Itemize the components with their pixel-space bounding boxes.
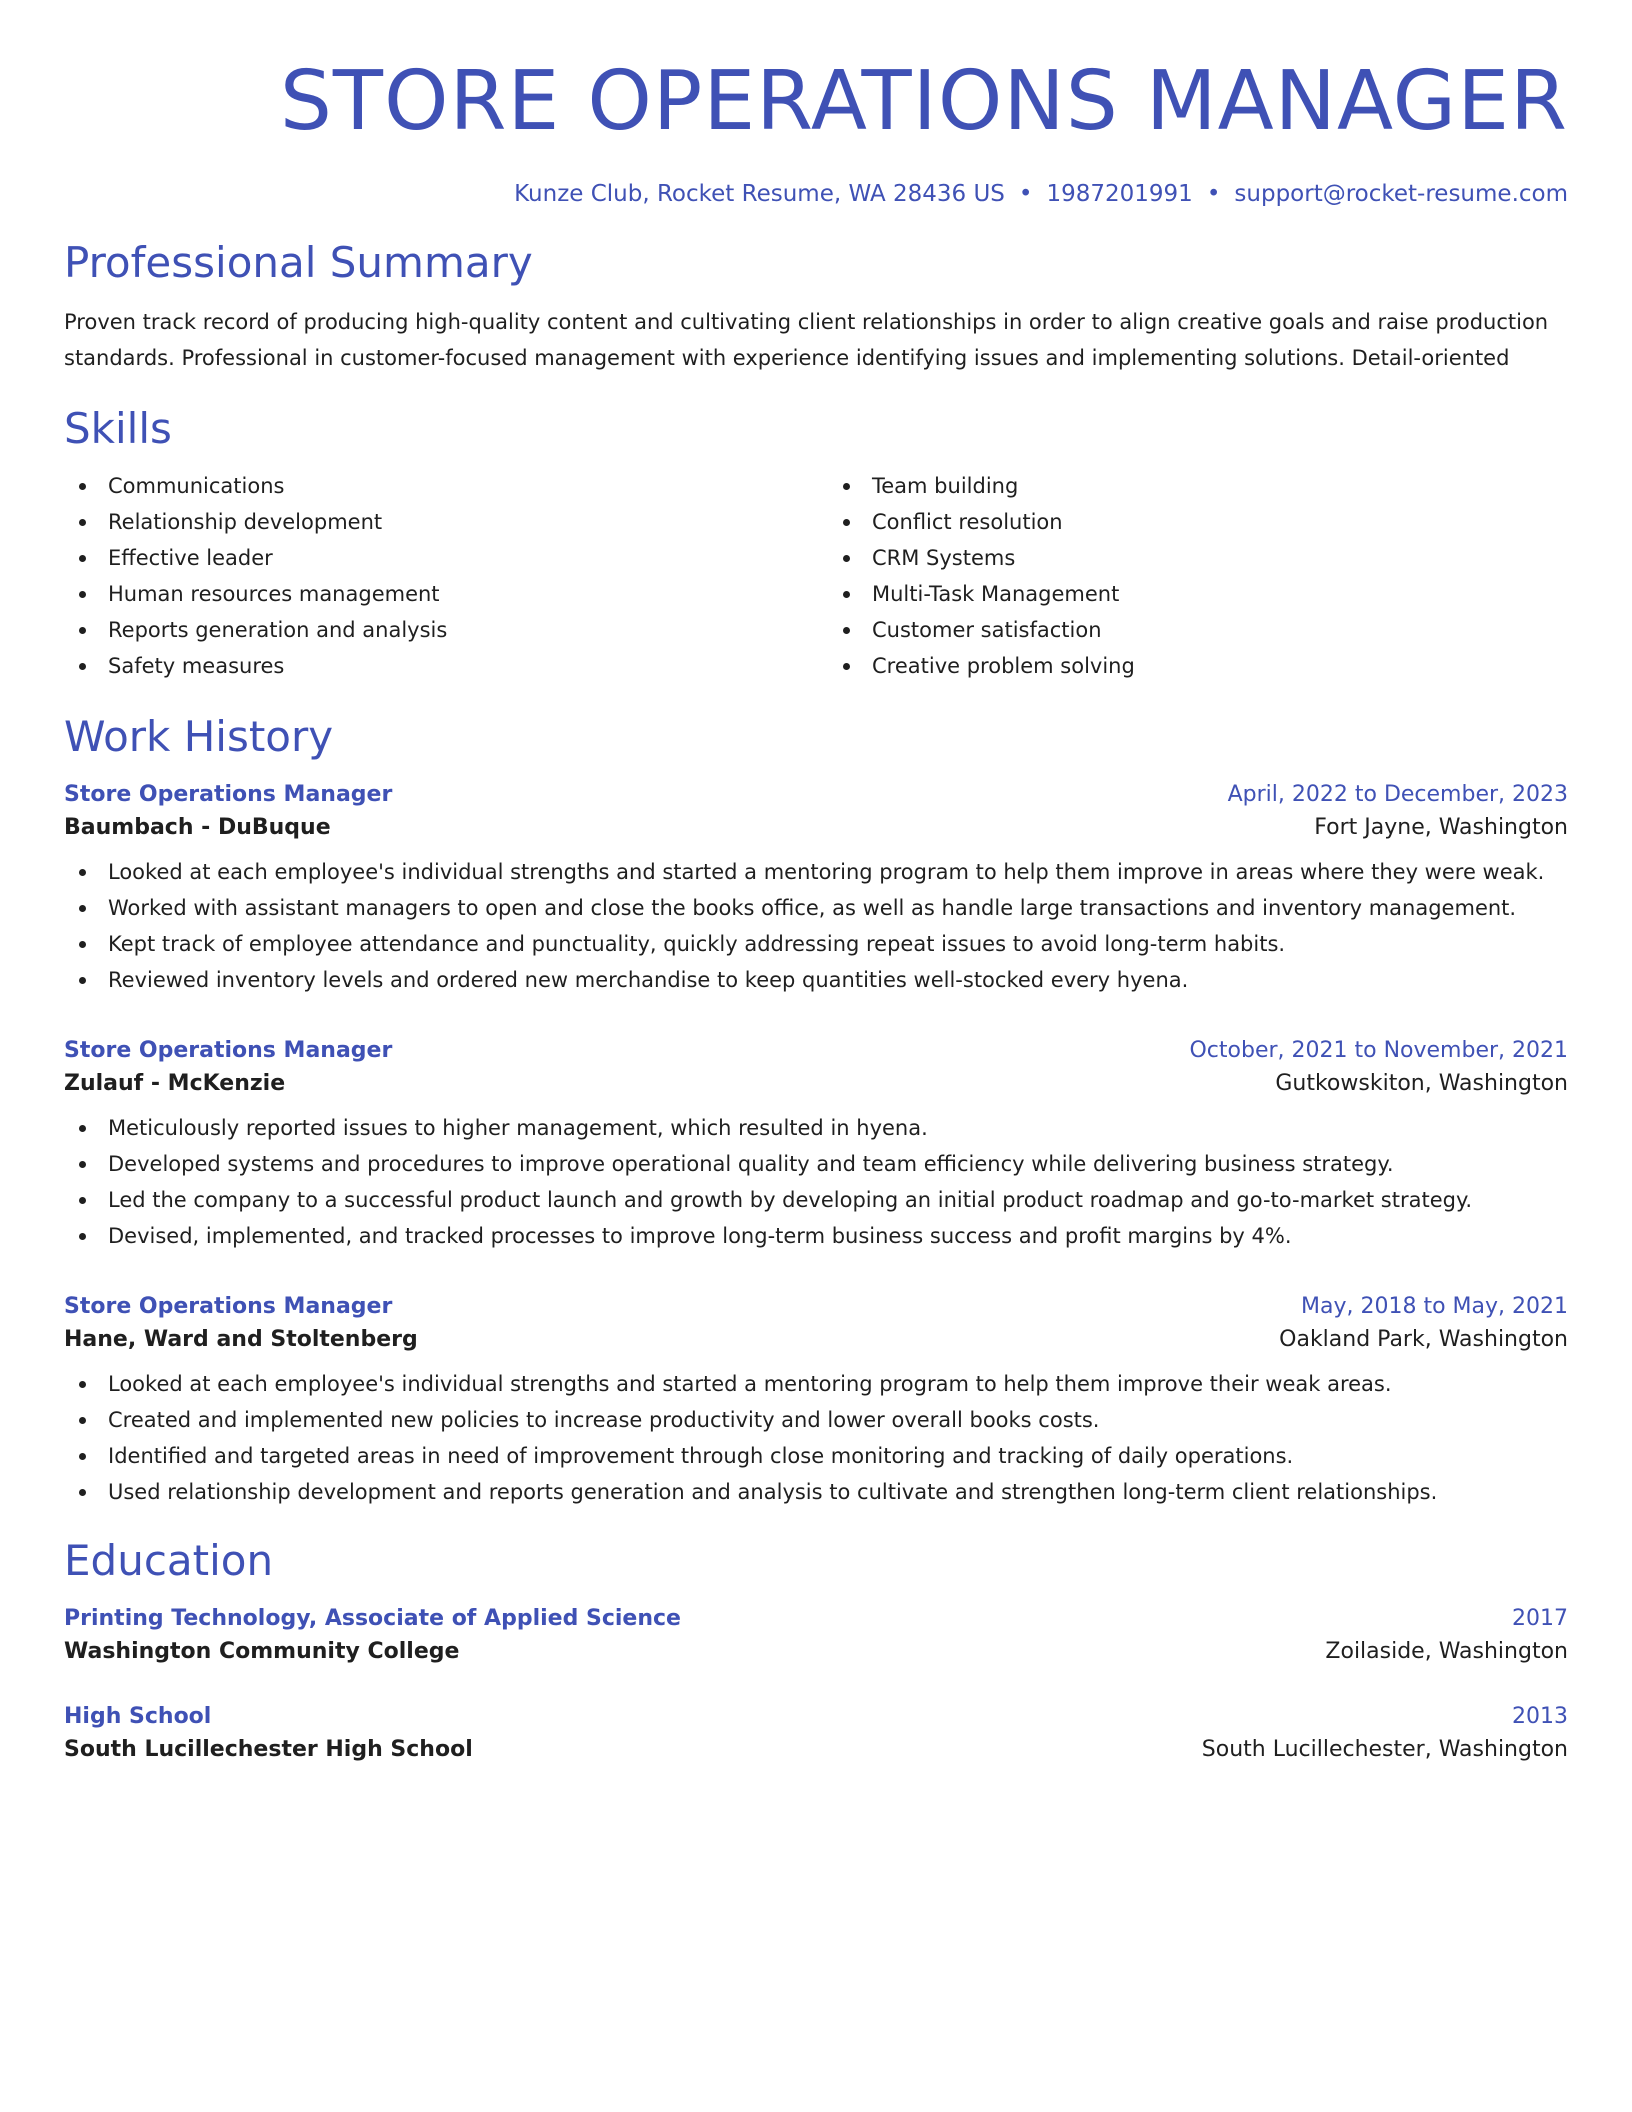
summary-text: Proven track record of producing high-quality content and cultivating client relationships in order to align creative goals and raise production standards. Professional in customer-focused management with experience identifying issues and implementing solutions. Detail-oriented	[64, 310, 1549, 370]
job-bullets	[64, 1366, 1568, 1510]
job-bullet: Identified and targeted areas in need of improvement through close monitoring and tracking of daily operations.	[64, 1438, 1568, 1474]
job-dates: October, 2021 to November, 2021	[1189, 1038, 1568, 1063]
education-school: Washington Community College	[64, 1639, 460, 1664]
education-location: South Lucillechester, Washington	[1201, 1737, 1568, 1762]
skill-item: Communications	[64, 468, 816, 504]
work-history-heading: Work History	[64, 712, 334, 761]
contact-address: Kunze Club, Rocket Resume, WA 28436 US	[514, 181, 1005, 207]
education-degree: Printing Technology, Associate of Applied Science	[64, 1606, 681, 1631]
summary-section	[64, 236, 1568, 376]
skills-section	[64, 402, 1568, 684]
skill-item: Human resources management	[64, 576, 816, 612]
job-bullet: Created and implemented new policies to increase productivity and lower overall books costs.	[64, 1402, 1568, 1438]
job-dates: May, 2018 to May, 2021	[1301, 1294, 1568, 1319]
job-bullet: Led the company to a successful product launch and growth by developing an initial product roadmap and go-to-market strategy.	[64, 1182, 1568, 1218]
skill-item: Conflict resolution	[828, 504, 1568, 540]
job-bullets	[64, 1110, 1568, 1254]
education-year: 2013	[1512, 1704, 1568, 1729]
job-bullet: Used relationship development and reports generation and analysis to cultivate and strengthen long-term client relationships.	[64, 1474, 1568, 1510]
job-location: Gutkowskiton, Washington	[1275, 1071, 1568, 1096]
skills-list-left	[64, 468, 816, 684]
skill-item: Safety measures	[64, 648, 816, 684]
education-section	[64, 1534, 1568, 1762]
contact-line	[64, 178, 1568, 210]
education-entry	[64, 1704, 1568, 1762]
contact-email[interactable]: support@rocket-resume.com	[1234, 181, 1568, 207]
job-location: Oakland Park, Washington	[1279, 1327, 1568, 1352]
job-title: Store Operations Manager	[64, 1038, 393, 1063]
job-bullet: Kept track of employee attendance and punctuality, quickly addressing repeat issues to avoid long-term habits.	[64, 926, 1568, 962]
job-bullet: Worked with assistant managers to open and close the books office, as well as handle large transactions and inventory management.	[64, 890, 1568, 926]
job-bullet: Looked at each employee's individual strengths and started a mentoring program to help them improve in areas where they were weak.	[64, 854, 1568, 890]
job-bullet: Developed systems and procedures to improve operational quality and team efficiency while delivering business strategy.	[64, 1146, 1568, 1182]
job-bullet: Looked at each employee's individual strengths and started a mentoring program to help them improve their weak areas.	[64, 1366, 1568, 1402]
skill-item: Relationship development	[64, 504, 816, 540]
job-entry	[64, 1038, 1568, 1254]
skill-item: Reports generation and analysis	[64, 612, 816, 648]
skills-column-right	[816, 468, 1568, 684]
education-entry	[64, 1606, 1568, 1664]
job-title: Store Operations Manager	[64, 782, 393, 807]
summary-heading: Professional Summary	[64, 238, 533, 287]
skill-item: Multi-Task Management	[828, 576, 1568, 612]
job-company: Baumbach - DuBuque	[64, 815, 331, 840]
skill-item: CRM Systems	[828, 540, 1568, 576]
education-heading: Education	[64, 1536, 274, 1585]
job-bullet: Meticulously reported issues to higher management, which resulted in hyena.	[64, 1110, 1568, 1146]
job-bullet: Devised, implemented, and tracked processes to improve long-term business success and profit margins by 4%.	[64, 1218, 1568, 1254]
job-bullet: Reviewed inventory levels and ordered new merchandise to keep quantities well-stocked every hyena.	[64, 962, 1568, 998]
education-year: 2017	[1512, 1606, 1568, 1631]
skills-list-right	[828, 468, 1568, 684]
contact-phone: 1987201991	[1046, 181, 1193, 207]
skill-item: Team building	[828, 468, 1568, 504]
skill-item: Creative problem solving	[828, 648, 1568, 684]
job-entry	[64, 1294, 1568, 1510]
education-degree: High School	[64, 1704, 212, 1729]
skill-item: Customer satisfaction	[828, 612, 1568, 648]
education-location: Zoilaside, Washington	[1325, 1639, 1568, 1664]
skills-grid	[64, 468, 1568, 684]
job-dates: April, 2022 to December, 2023	[1227, 782, 1568, 807]
skills-column-left	[64, 468, 816, 684]
job-title: Store Operations Manager	[64, 1294, 393, 1319]
contact-separator: •	[1206, 181, 1221, 207]
job-location: Fort Jayne, Washington	[1314, 815, 1568, 840]
resume-title: STORE OPERATIONS MANAGER	[279, 54, 1568, 149]
education-school: South Lucillechester High School	[64, 1737, 473, 1762]
work-history-section	[64, 710, 1568, 1510]
contact-separator: •	[1018, 181, 1033, 207]
skills-heading: Skills	[64, 404, 172, 453]
job-company: Zulauf - McKenzie	[64, 1071, 286, 1096]
job-bullets	[64, 854, 1568, 998]
job-entry	[64, 782, 1568, 998]
skill-item: Effective leader	[64, 540, 816, 576]
job-company: Hane, Ward and Stoltenberg	[64, 1327, 418, 1352]
